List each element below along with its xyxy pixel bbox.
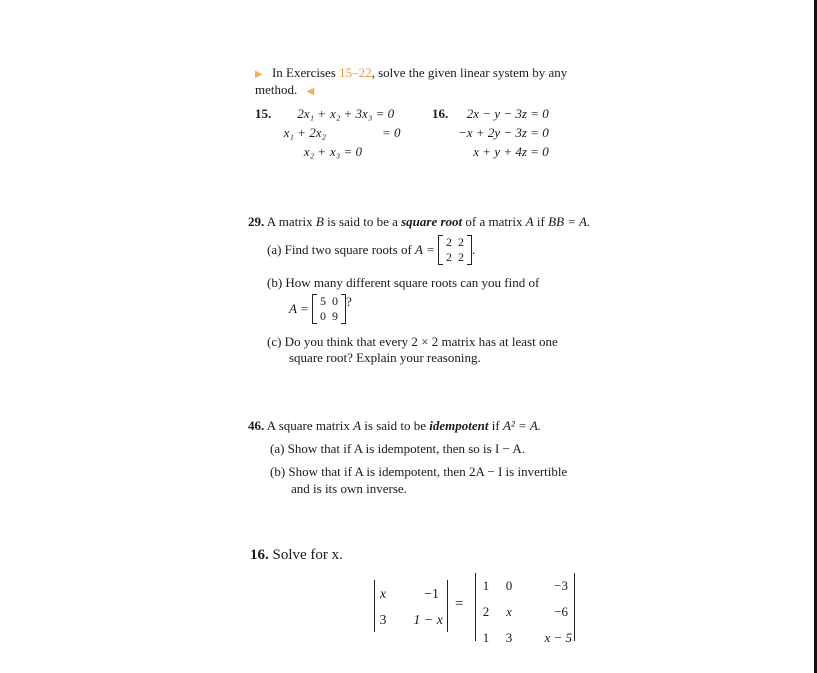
exercise-range-link[interactable]: 15–22: [339, 65, 372, 80]
exercise-15: [255, 104, 401, 161]
matrix-cell: 2: [446, 250, 453, 264]
det-cell: 0: [505, 578, 513, 593]
ex29-text-b: is said to be a: [323, 214, 402, 229]
matrix-cell: 5: [319, 294, 326, 308]
ex46-text-c: if: [488, 418, 503, 433]
intro-text-cont: , solve the given linear system by any: [371, 65, 568, 80]
eq15-row2-right: = 0: [382, 124, 401, 140]
eq15-row2-left: x₁ + 2x₂: [283, 124, 326, 140]
ex46-part-b-line2: [291, 481, 407, 497]
exercise-29-number: 29.: [248, 214, 265, 229]
det-cell: −3: [554, 578, 568, 593]
ex29-part-a-var: A =: [415, 242, 435, 257]
ex46-part-b-text: (b) Show that if A is idempotent, then 2A − I is invertible: [270, 464, 568, 479]
eq15-row3-left: x₂ +: [303, 143, 326, 159]
ex29-part-c-text: (c) Do you think that every 2 × 2 matrix has at least one: [267, 334, 558, 349]
eq15-row1-right: x₂ + 3x₃ = 0: [330, 105, 395, 121]
intro-line-1: [255, 65, 567, 81]
ex29-part-c-line2: [289, 350, 481, 366]
exercise-46-number: 46.: [248, 418, 265, 433]
section-end-arrow-icon: ◀: [306, 86, 315, 97]
ex46-text-a: A square matrix: [266, 418, 354, 433]
eq15-row3-right: x₃ = 0: [330, 143, 363, 159]
ex29-part-a-text: (a) Find two square roots of: [267, 242, 416, 257]
eq16-row1: 2x − y − 3z = 0: [466, 105, 549, 121]
ex46-part-b-line1: [270, 464, 567, 480]
right-determinant: [475, 573, 575, 645]
det-cell: x: [379, 587, 387, 602]
ex29-part-b-var: A =: [289, 301, 309, 316]
ex29-part-a-matrix: [438, 235, 472, 265]
exercise-29-statement: [248, 214, 590, 230]
det-cell: −6: [554, 604, 568, 619]
det-cell: −1: [424, 587, 439, 602]
exercise-16-number: 16.: [250, 547, 269, 563]
exercise-46-statement: [248, 418, 541, 434]
matrix-cell: 0: [319, 309, 326, 323]
ex29-part-b-equation: [289, 294, 352, 324]
equals-sign: =: [455, 596, 464, 612]
ex46-part-a-text: (a) Show that if A is idempotent, then so is I − A.: [270, 441, 526, 456]
ex16-prompt-line: [250, 547, 343, 564]
eq16-row3: x + y + 4z = 0: [473, 143, 549, 159]
ex29-text-a: A matrix: [266, 214, 316, 229]
det-cell: 2: [482, 604, 490, 619]
matrix-cell: 9: [331, 309, 338, 323]
section-start-arrow-icon: ▶: [255, 69, 263, 80]
matrix-cell: 0: [331, 294, 338, 308]
ex46-equation: A² = A.: [502, 418, 542, 433]
ex46-text-b: is said to be: [361, 418, 430, 433]
det-cell: x: [506, 604, 512, 619]
exercise-15-label: 15.: [255, 105, 272, 121]
ex29-part-c-line1: [267, 334, 558, 350]
matrix-cell: 2: [458, 235, 465, 249]
matrix-cell: 2: [458, 250, 465, 264]
system-15: [255, 104, 401, 161]
matrix-cell: 2: [446, 235, 453, 249]
intro-text: In Exercises: [271, 65, 340, 80]
eq16-row2: −x + 2y − 3z = 0: [458, 124, 549, 140]
ex29-var-b: B: [315, 214, 324, 229]
det-cell: 1: [482, 630, 490, 645]
eq15-row1-left: 2x₁ +: [297, 105, 326, 121]
ex29-part-a-end: .: [472, 242, 476, 257]
ex29-equation: BB = A.: [548, 214, 591, 229]
ex29-part-b-end: ?: [345, 294, 352, 309]
ex29-var-a: A: [525, 214, 534, 229]
det-cell: 1: [482, 578, 490, 593]
det-cell: 3: [379, 613, 387, 628]
ex46-part-b-text-cont: and is its own inverse.: [291, 481, 407, 496]
det-cell: x − 5: [544, 630, 572, 645]
ex29-part-b-text: (b) How many different square roots can you find of: [267, 275, 540, 290]
left-determinant: [374, 580, 448, 632]
exercise-16-system: [432, 104, 549, 161]
det-cell: 1 − x: [413, 613, 443, 628]
ex46-var-a: A: [353, 418, 362, 433]
ex29-term-square-root: square root: [401, 214, 463, 229]
system-16: [432, 104, 549, 161]
det-cell: 3: [505, 630, 513, 645]
ex29-part-b-matrix: [312, 294, 346, 324]
ex29-part-a: [267, 235, 475, 265]
exercise-16-label: 16.: [432, 105, 449, 121]
ex16-prompt: Solve for x.: [272, 547, 343, 563]
intro-line-2: [255, 82, 314, 98]
ex46-part-a: [270, 441, 525, 457]
ex29-part-c-text-cont: square root? Explain your reasoning.: [289, 350, 481, 365]
ex29-part-b: [267, 275, 539, 291]
ex29-text-c: of a matrix: [462, 214, 526, 229]
ex46-term-idempotent: idempotent: [429, 418, 489, 433]
ex29-text-d: if: [533, 214, 549, 229]
intro-text-end: method.: [255, 82, 298, 97]
